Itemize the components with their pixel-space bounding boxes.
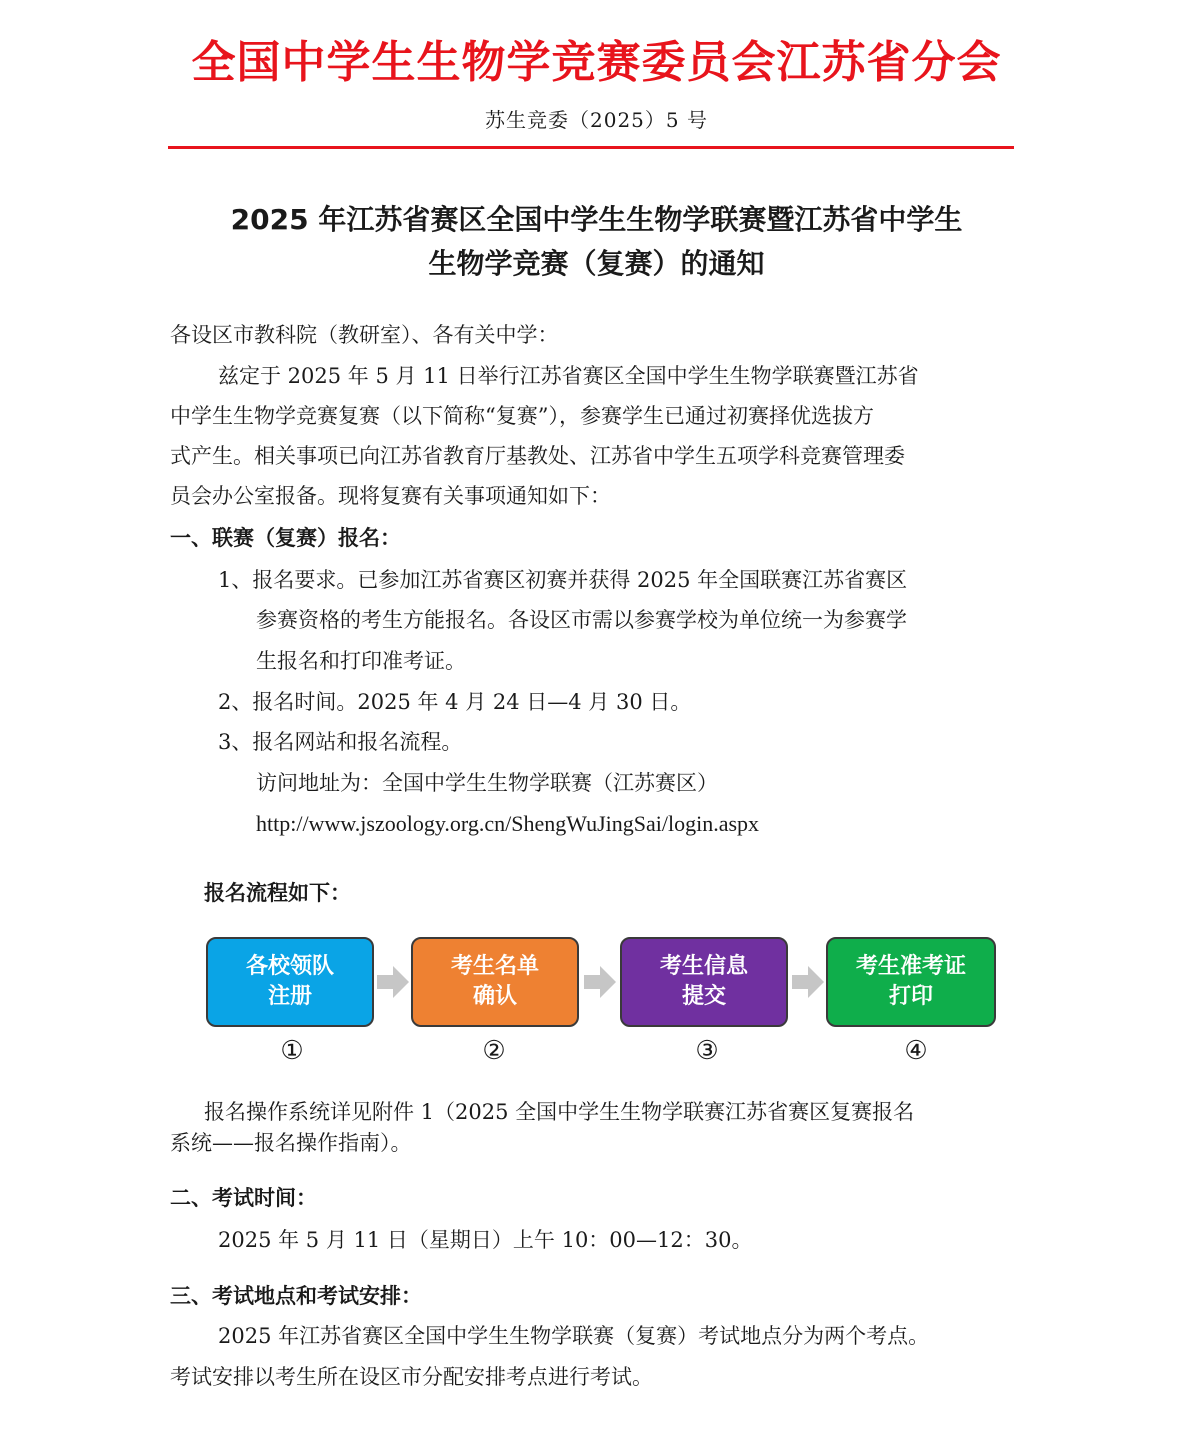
flow-step-1-line-1: 各校领队 [245, 954, 334, 979]
flow-step-3-line-1: 考生信息 [659, 954, 748, 979]
exam-time: 2025 年 5 月 11 日（星期日）上午 10：00—12：30。 [218, 1228, 753, 1252]
flow-step-1 [206, 937, 374, 1027]
intro-line-1: 兹定于 2025 年 5 月 11 日举行江苏省赛区全国中学生生物学联赛暨江苏省 [218, 364, 919, 388]
flow-step-2-number: ② [482, 1036, 506, 1066]
flow-step-1-number: ① [280, 1036, 304, 1066]
intro-line-4: 员会办公室报备。现将复赛有关事项通知如下： [170, 484, 611, 508]
section-1-heading: 一、联赛（复赛）报名： [170, 526, 401, 550]
flow-arrow-icon [792, 962, 824, 1002]
flow-step-3-number: ③ [695, 1036, 719, 1066]
flow-step-2 [411, 937, 579, 1027]
item-2: 2、报名时间。2025 年 4 月 24 日—4 月 30 日。 [218, 690, 692, 714]
guide-line-1: 报名操作系统详见附件 1（2025 全国中学生生物学联赛江苏省赛区复赛报名 [204, 1100, 915, 1124]
organization-title: 全国中学生生物学竞赛委员会江苏省分会 [191, 37, 1002, 88]
section-3-line-2: 考试安排以考生所在设区市分配安排考点进行考试。 [170, 1365, 653, 1389]
flow-heading: 报名流程如下： [204, 881, 351, 905]
item-1-line-2: 参赛资格的考生方能报名。各设区市需以参赛学校为单位统一为参赛学 [256, 608, 907, 632]
flow-step-1-line-2: 注册 [267, 984, 312, 1009]
flow-step-4-line-1: 考生准考证 [855, 954, 966, 979]
section-3-line-1: 2025 年江苏省赛区全国中学生生物学联赛（复赛）考试地点分为两个考点。 [218, 1324, 930, 1348]
document-number: 苏生竞委（2025）5 号 [485, 108, 708, 132]
flow-arrow-icon [584, 962, 616, 1002]
flow-step-3-line-2: 提交 [681, 984, 726, 1009]
section-2-heading: 二、考试时间： [170, 1186, 317, 1210]
red-divider [168, 146, 1014, 149]
flow-step-3 [620, 937, 788, 1027]
flow-step-4-line-2: 打印 [888, 984, 933, 1009]
section-3-heading: 三、考试地点和考试安排： [170, 1284, 422, 1308]
flow-step-4 [826, 937, 996, 1027]
item-1-line-1: 1、报名要求。已参加江苏省赛区初赛并获得 2025 年全国联赛江苏省赛区 [218, 568, 908, 592]
notice-title [140, 198, 1053, 286]
notice-title-line-2: 生物学竞赛（复赛）的通知 [428, 247, 765, 280]
notice-title-line-1: 2025 年江苏省赛区全国中学生生物学联赛暨江苏省中学生 [230, 203, 963, 236]
flow-step-4-number: ④ [904, 1036, 928, 1066]
item-3: 3、报名网站和报名流程。 [218, 730, 463, 754]
guide-line-2: 系统——报名操作指南）。 [170, 1131, 412, 1155]
intro-line-2: 中学生生物学竞赛复赛（以下简称“复赛”），参赛学生已通过初赛择优选拔方 [170, 404, 874, 428]
visit-label: 访问地址为：全国中学生生物学联赛（江苏赛区） [256, 771, 718, 795]
flow-step-2-line-2: 确认 [472, 984, 517, 1009]
salutation: 各设区市教科院（教研室）、各有关中学： [170, 323, 559, 347]
registration-url[interactable]: http://www.jszoology.org.cn/ShengWuJingSai/login.aspx [256, 811, 760, 836]
flow-arrow-icon [377, 962, 409, 1002]
intro-line-3: 式产生。相关事项已向江苏省教育厅基教处、江苏省中学生五项学科竞赛管理委 [170, 444, 905, 468]
item-1-line-3: 生报名和打印准考证。 [256, 649, 466, 673]
flow-step-2-line-1: 考生名单 [450, 954, 539, 979]
